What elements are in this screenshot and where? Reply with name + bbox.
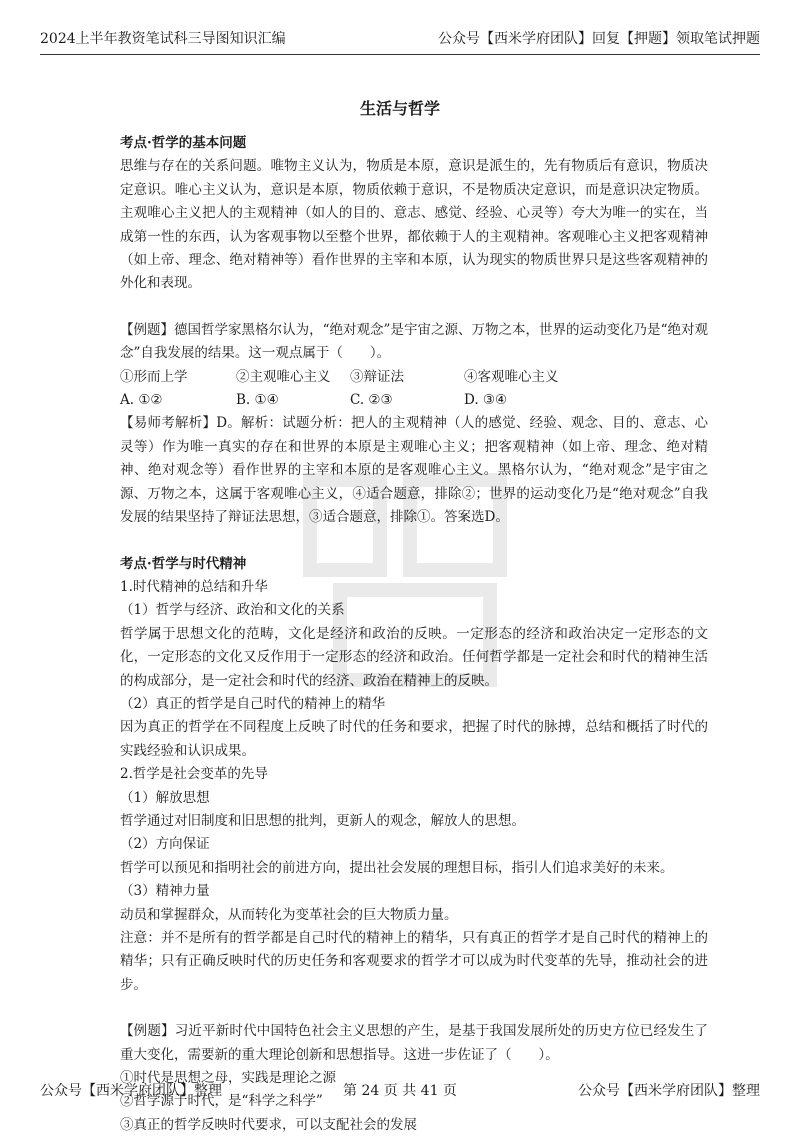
answer-option: A. ①② [120,392,163,409]
statement-list-1 [120,366,708,389]
statement-item: ①形而上学 [120,368,188,385]
page-header [40,28,760,55]
subheading-1-2: （2）真正的哲学是自己时代的精神上的精华 [120,695,386,712]
subheading-1: 1.时代精神的总结和升华 [120,578,268,595]
answer-options-1 [120,389,708,412]
page-footer [40,1080,760,1100]
footer-right-text: 公众号【西米学府团队】整理 [578,1083,760,1099]
subheading-2-3: （3）精神力量 [120,883,210,900]
subheading-1-1: （1）哲学与经济、政治和文化的关系 [120,602,345,619]
statement-item: ③辩证法 [350,368,404,385]
note-paragraph: 注意：并不是所有的哲学都是自己时代的精神上的精华，只有真正的哲学才是自己时代的精神上的精华；只有正确反映时代的历史任务和客观要求的哲学才可以成为时代变革的先导，推动社会的进步。 [120,930,708,993]
paragraph-1-2: 因为真正的哲学在不同程度上反映了时代的任务和要求，把握了时代的脉搏，总结和概括了时代的实践经验和认识成果。 [120,719,708,759]
answer-option: C. ②③ [350,392,393,409]
paragraph-2-3: 动员和掌握群众，从而转化为变革社会的巨大物质力量。 [120,906,458,923]
paragraph-2-2: 哲学可以预见和指明社会的前进方向，提出社会发展的理想目标，指引人们追求美好的未来。 [120,859,674,876]
subheading-2-1: （1）解放思想 [120,789,210,806]
footer-left-text: 公众号【西米学府团队】整理 [40,1083,222,1099]
example-question-1: 【例题】德国哲学家黑格尔认为，“绝对观念”是宇宙之源、万物之本，世界的运动变化乃是“绝对观念”自我发展的结果。这一观点属于（ ）。 [120,321,708,362]
statement-item: ②主观唯心主义 [236,368,331,385]
statement-item: ④客观唯心主义 [464,368,559,385]
analysis-1: 【易师考解析】D。解析：试题分析：把人的主观精神（人的感觉、经验、观念、目的、意志、心灵等）作为唯一真实的存在和世界的本原是主观唯心主义；把客观精神（如上帝、理念、绝对精神、绝对观念等）看作世界的主宰和本原的是客观唯心主义。黑格尔认为，“绝对观念”是宇宙之源、万物之本，这属于客观唯心主义，④适合题意，排除②；世界的运动变化乃是“绝对观念”自我发展的结果坚持了辩证法思想，③适合题意，排除①。答案选D。 [120,415,708,526]
paragraph-2-1: 哲学通过对旧制度和旧思想的批判，更新人的观念，解放人的思想。 [120,812,525,829]
header-left-text: 2024上半年教资笔试科三导图知识汇编 [40,31,286,47]
statement-item: ①时代是思想之母，实践是理论之源 [120,1070,336,1087]
answer-option: B. ①④ [236,392,279,409]
subheading-2: 2.哲学是社会变革的先导 [120,766,268,783]
section-heading-time-spirit: 考点·哲学与时代精神 [120,555,247,572]
paragraph-basic-question: 思维与存在的关系问题。唯物主义认为，物质是本原，意识是派生的，先有物质后有意识，物质决定意识。唯心主义认为，意识是本原，物质依赖于意识，不是物质决定意识，而是意识决定物质。主观唯心主义把人的主观精神（如人的目的、意志、感觉、经验、心灵等）夸大为唯一的实在，当成第一性的东西，认为客观事物以至整个世界，都依赖于人的主观精神。客观唯心主义把客观精神（如上帝、理念、绝对精神等）看作世界的主宰和本原，认为现实的物质世界只是这些客观精神的外化和表现。 [120,158,708,292]
statement-item: ③真正的哲学反映时代要求，可以支配社会的发展 [120,1116,417,1133]
paragraph-1-1: 哲学属于思想文化的范畴，文化是经济和政治的反映。一定形态的经济和政治决定一定形态的文化，一定形态的文化又反作用于一定形态的经济和政治。任何哲学都是一定社会和时代的精神生活的构成部分，是一定社会和时代的经济、政治在精神上的反映。 [120,625,708,689]
example-question-2: 【例题】习近平新时代中国特色社会主义思想的产生，是基于我国发展所处的历史方位已经发生了重大变化，需要新的重大理论创新和思想指导。这进一步佐证了（ ）。 [120,1023,708,1063]
answer-option: D. ③④ [464,392,508,409]
section-heading-basic-question: 考点·哲学的基本问题 [120,135,247,151]
statement-item: ②哲学源于时代，是“科学之科学” [120,1093,323,1110]
page-title: 生活与哲学 [359,99,440,118]
subheading-2-2: （2）方向保证 [120,836,210,853]
page-number: 第 24 页 共 41 页 [343,1083,457,1099]
main-content [120,132,708,1137]
header-right-text: 公众号【西米学府团队】回复【押题】领取笔试押题 [438,31,760,47]
